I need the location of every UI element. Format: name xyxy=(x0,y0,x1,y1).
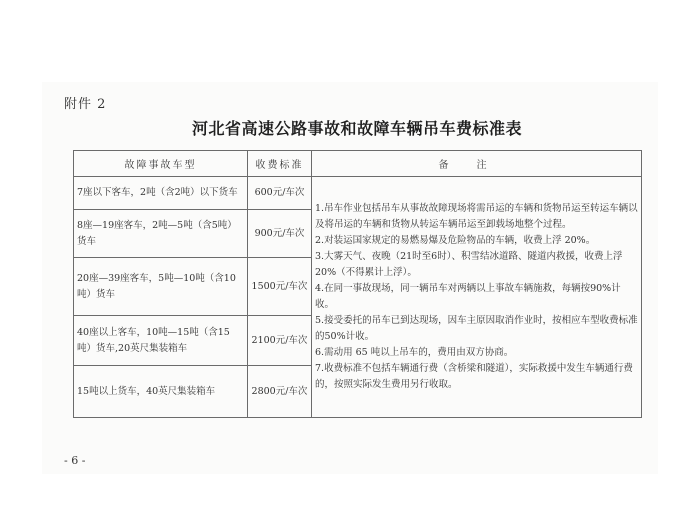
vehicle-type-cell: 8座—19座客车，2吨—5吨（含5吨）货车 xyxy=(74,210,248,258)
header-vehicle-type: 故障事故车型 xyxy=(74,151,248,177)
fee-cell: 900元/车次 xyxy=(248,210,312,258)
vehicle-type-cell: 7座以下客车，2吨（含2吨）以下货车 xyxy=(74,177,248,210)
table-row xyxy=(74,177,642,210)
note-item: 2.对装运国家规定的易燃易爆及危险物品的车辆，收费上浮 20%。 xyxy=(315,235,596,246)
note-item: 5.接受委托的吊车已到达现场，因车主原因取消作业时，按相应车型收费标准的50%计收。 xyxy=(315,315,638,342)
scan-margin-top xyxy=(0,0,700,80)
fee-cell: 1500元/车次 xyxy=(248,258,312,316)
vehicle-type-cell: 20座—39座客车，5吨—10吨（含10吨）货车 xyxy=(74,258,248,316)
fee-cell: 2800元/车次 xyxy=(248,366,312,418)
note-item: 3.大雾天气、夜晚（21时至6时）、积雪结冰道路、隧道内救援，收费上浮 20%（不得累计上浮）。 xyxy=(315,251,623,278)
fee-cell: 2100元/车次 xyxy=(248,316,312,366)
note-item: 4.在同一事故现场，同一辆吊车对两辆以上事故车辆施救，每辆按90%计收。 xyxy=(315,283,621,310)
page-number: - 6 - xyxy=(64,454,86,467)
vehicle-type-cell: 40座以上客车，10吨—15吨（含15吨）货车,20英尺集装箱车 xyxy=(74,316,248,366)
header-notes: 备注 xyxy=(312,151,642,177)
table-header-row xyxy=(74,151,642,177)
fee-cell: 600元/车次 xyxy=(248,177,312,210)
note-item: 7.收费标准不包括车辆通行费（含桥梁和隧道），实际救援中发生车辆通行费的，按照实际发生费用另行收取。 xyxy=(315,363,633,390)
annex-label: 附件 2 xyxy=(64,97,107,112)
note-item: 6.需动用 65 吨以上吊车的，费用由双方协商。 xyxy=(315,347,514,358)
fee-table xyxy=(73,150,642,418)
header-fee-standard: 收费标准 xyxy=(248,151,312,177)
document-title: 河北省高速公路事故和故障车辆吊车费标准表 xyxy=(192,119,523,138)
note-item: 1.吊车作业包括吊车从事故故障现场将需吊运的车辆和货物吊运至转运车辆以及将吊运的车辆和货物从转运车辆吊运至卸载场地整个过程。 xyxy=(315,203,638,230)
notes-cell xyxy=(312,177,642,418)
vehicle-type-cell: 15吨以上货车，40英尺集装箱车 xyxy=(74,366,248,418)
